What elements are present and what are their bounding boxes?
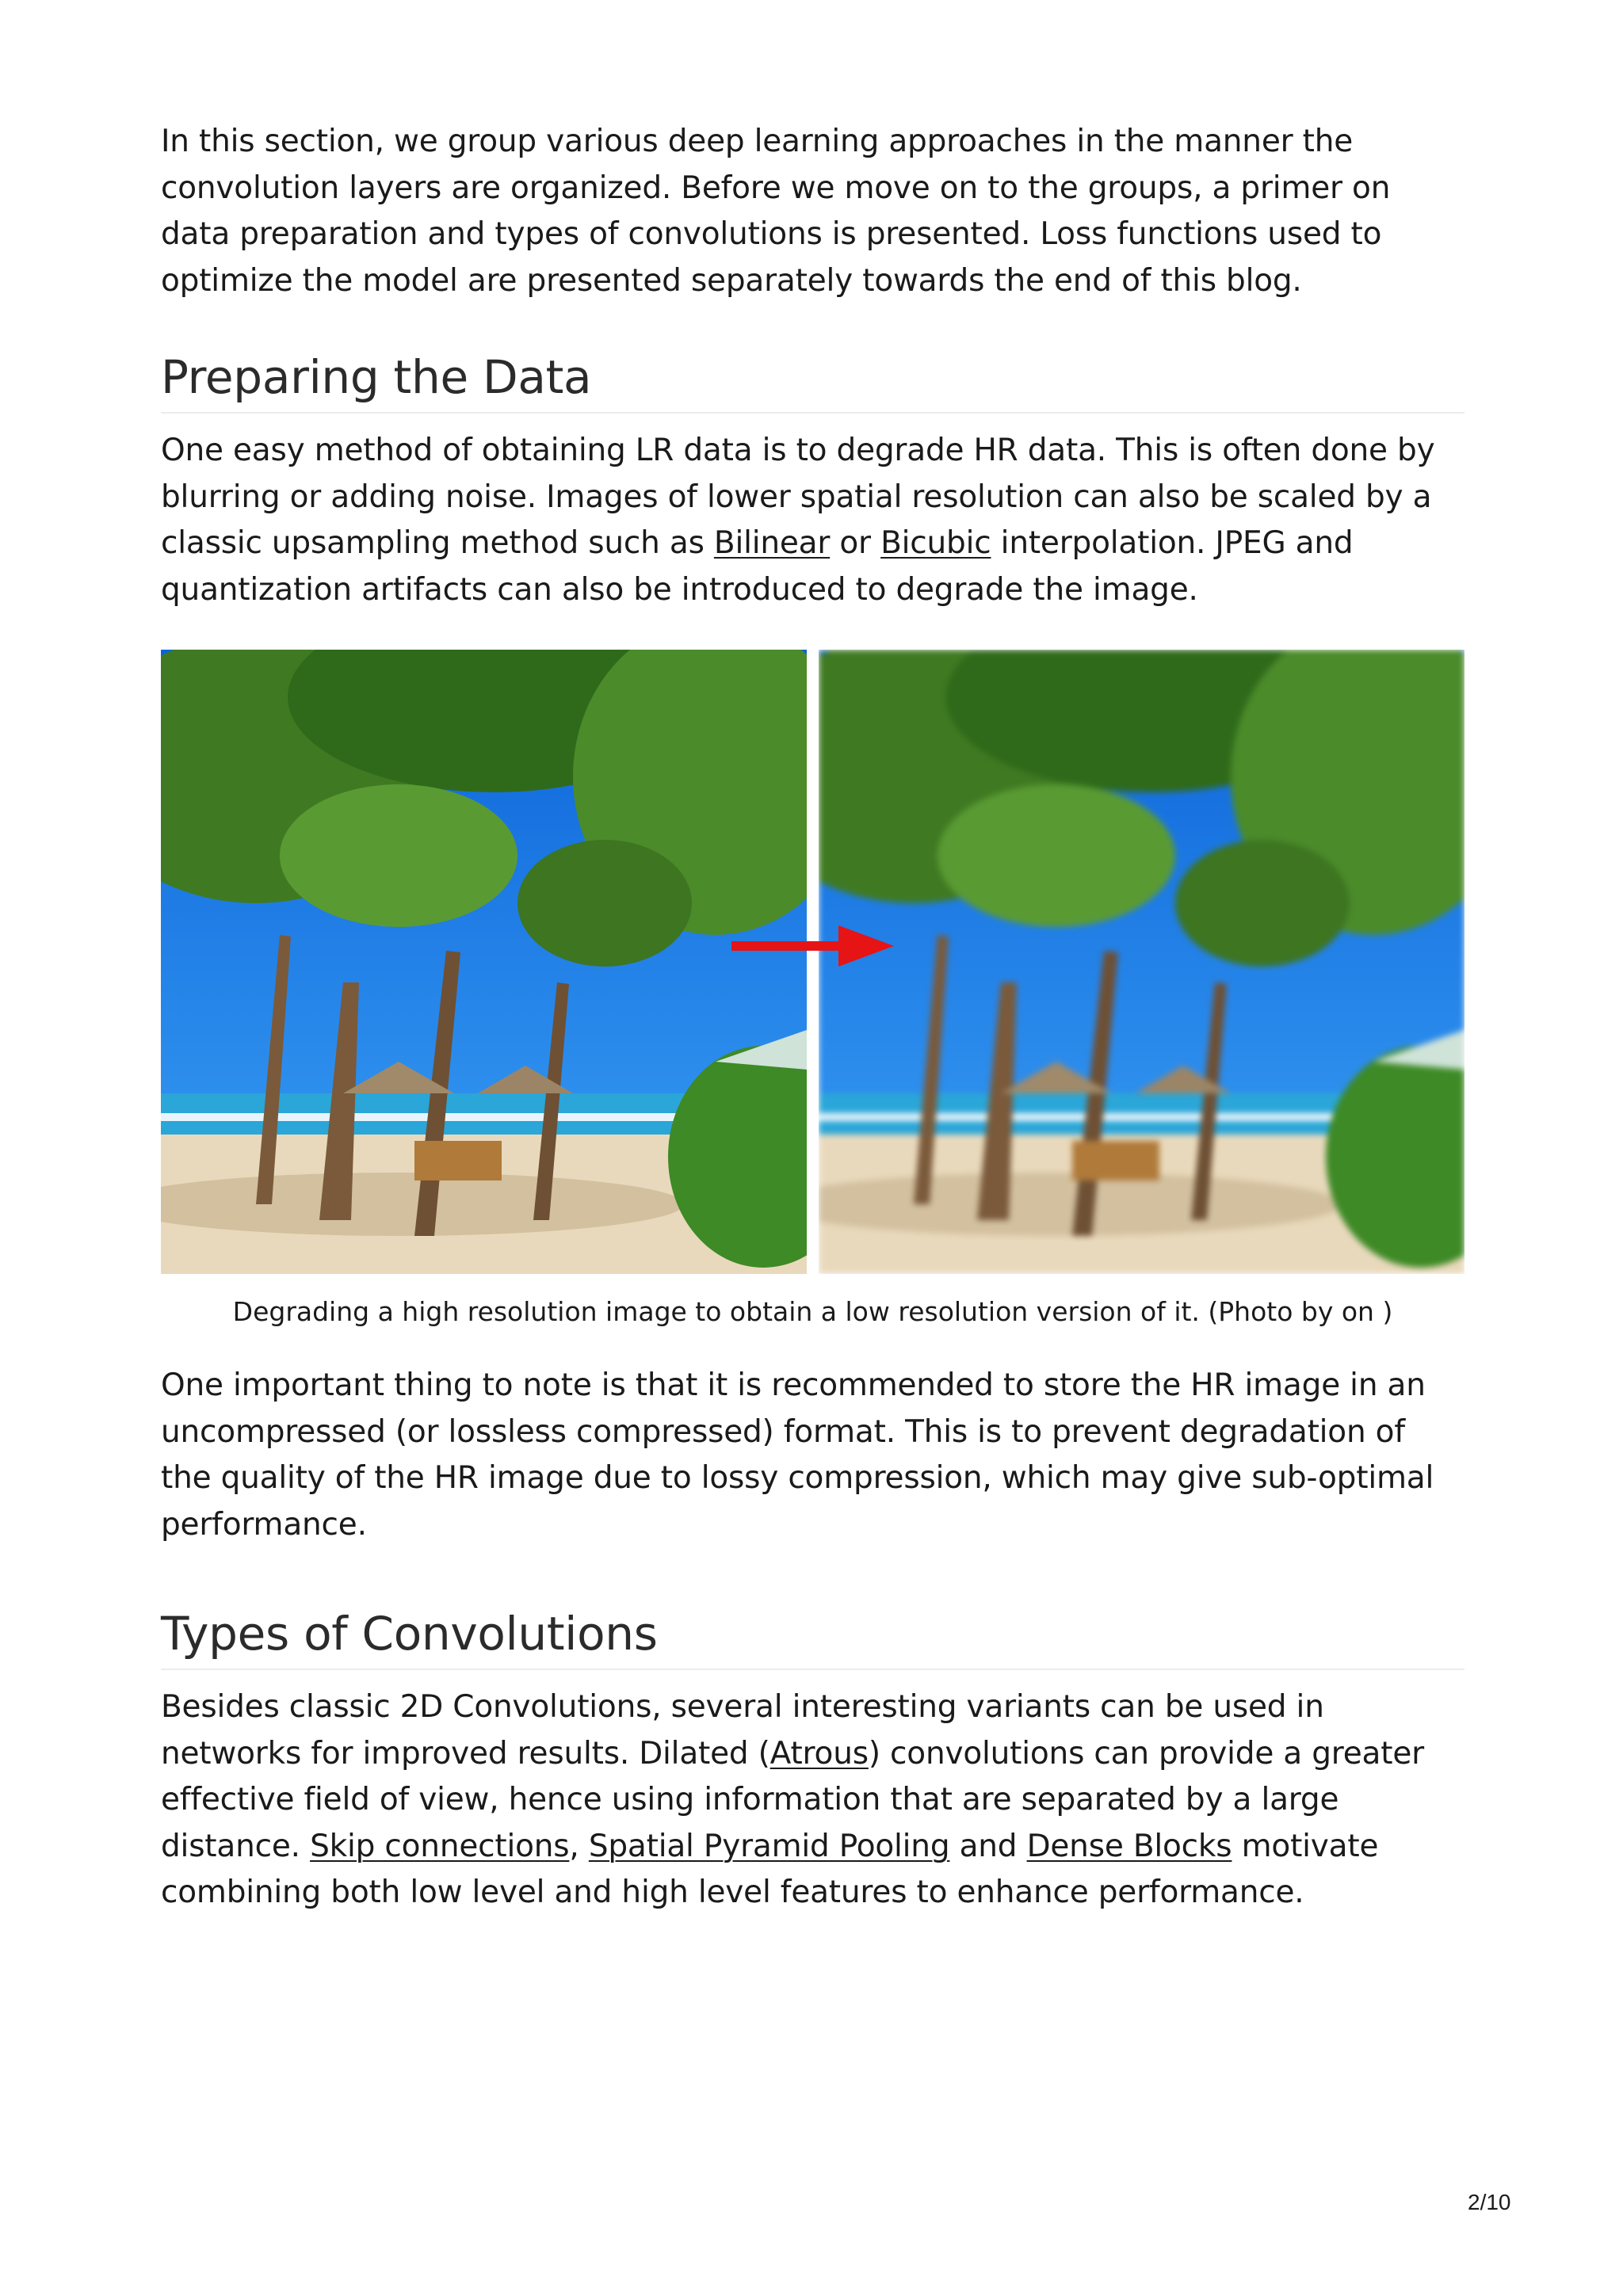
types-text-end: motivate combining both low level and high level features to enhance performance. (161, 1828, 1379, 1910)
storage-note-paragraph: One important thing to note is that it is recommended to store the HR image in an uncompressed (or lossless compressed) format. This is to prevent degradation of the quality of the HR image due to lossy compression, which may give sub-optimal performance. (161, 1367, 1434, 1543)
heading-preparing-data: Preparing the Data (161, 345, 1465, 414)
types-text-and: and (949, 1828, 1027, 1864)
types-text-space (579, 1829, 589, 1864)
page-number: 2/10 (1468, 2190, 1511, 2214)
preparing-paragraph (161, 428, 1465, 613)
article-content (161, 119, 1465, 1917)
intro-paragraph: In this section, we group various deep learning approaches in the manner the convolution layers are organized. Before we move on to the groups, a primer on data preparation and types of convolutions is presented. Loss functions used to optimize the model are presented separately towards the end of this blog. (161, 124, 1391, 299)
link-dense-blocks[interactable]: Dense Blocks (1026, 1828, 1232, 1864)
preparing-text-end: interpolation. JPEG and quantization artifacts can also be introduced to degrade the image. (161, 525, 1354, 608)
figure-caption: Degrading a high resolution image to obtain a low resolution version of it. (Photo by on ) (232, 1296, 1393, 1327)
beach-scene-hr (161, 650, 807, 1274)
link-skip-connections[interactable]: Skip connections (310, 1828, 570, 1864)
heading-types-convolutions: Types of Convolutions (161, 1602, 1465, 1670)
low-resolution-photo (819, 650, 1465, 1274)
link-spatial-pyramid-pooling[interactable]: Spatial Pyramid Pooling (588, 1828, 950, 1864)
high-resolution-photo (161, 650, 807, 1274)
link-atrous[interactable]: Atrous (769, 1735, 869, 1772)
degradation-figure (161, 650, 1465, 1274)
beach-scene-lr (819, 650, 1465, 1274)
link-bilinear[interactable]: Bilinear (713, 525, 831, 561)
link-bicubic[interactable]: Bicubic (880, 525, 991, 561)
types-text-comma: , (569, 1828, 579, 1864)
preparing-text-1: One easy method of obtaining LR data is to degrade HR data. This is often done by blurring or adding noise. Images of lower spatial resolution can also be scaled by a classic upsampling method such as (161, 433, 1435, 561)
types-paragraph (161, 1684, 1465, 1917)
types-text-mid: ) convolutions can provide a greater effective field of view, hence using information that are separated by a large distance. (161, 1735, 1424, 1864)
preparing-text-or: or (830, 525, 881, 561)
types-text-start: Besides classic 2D Convolutions, several interesting variants can be used in networks for improved results. Dilated ( (161, 1689, 1324, 1772)
red-arrow-icon (731, 922, 898, 970)
